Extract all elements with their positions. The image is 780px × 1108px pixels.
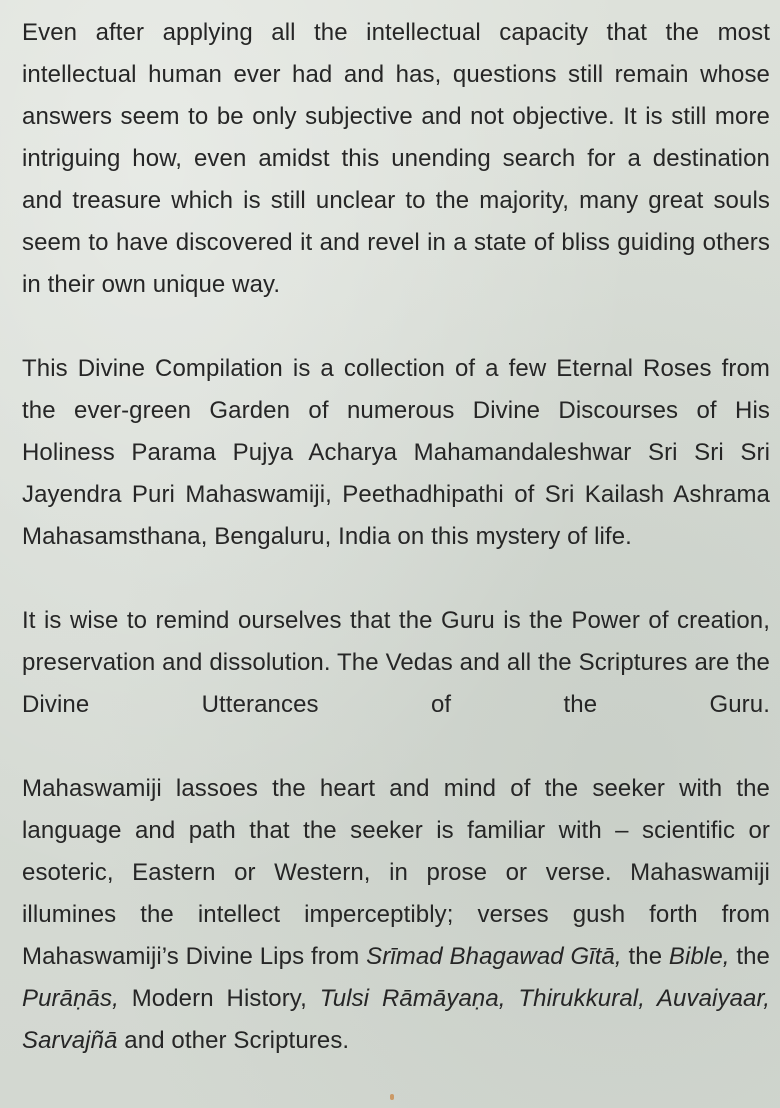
paragraph-text: It is wise to remind ourselves that the Guru is the Power of creation, preservation and dissolution. The Vedas and all the Scriptures are the Divine Utterances of the Guru.: [22, 607, 770, 718]
document-page: [22, 12, 770, 1062]
paragraph-compilation: [22, 348, 770, 558]
paragraph-mahaswamiji: [22, 768, 770, 1062]
paragraph-text: and other Scriptures.: [117, 1027, 350, 1054]
paragraph-text: the: [621, 943, 669, 970]
paragraph-text: Even after applying all the intellectual capacity that the most intellectual human ever had and has, questions still remain whose answers seem to be only subjective and not objective. It is still more intriguing how, even amidst this unending search for a destination and treasure which is still unclear to the majority, many great souls seem to have discovered it and revel in a state of bliss guiding others in their own unique way.: [22, 19, 770, 298]
scripture-title-bible: Bible,: [668, 943, 730, 970]
paragraph-text: Modern History,: [118, 985, 320, 1012]
paragraph-guru: [22, 600, 770, 726]
paragraph-text: Mahaswamiji lassoes the heart and mind of the seeker with the language and path that the seeker is familiar with – scientific or esoteric, Eastern or Western, in prose or verse. Mahaswamiji illumines the intellect imperceptibly; verses gush forth from Mahaswamiji’s Divine Lips from: [22, 775, 770, 970]
scripture-title-list: Tulsi Rāmāyaṇa, Thirukkural, Auvaiyaar, Sarvajñā: [22, 985, 770, 1054]
scripture-title-puranas: Purāṇās,: [22, 985, 119, 1012]
paper-speck: [390, 1094, 394, 1100]
paragraph-intro: [22, 12, 770, 306]
paragraph-text: This Divine Compilation is a collection of a few Eternal Roses from the ever-green Garden of numerous Divine Discourses of His Holiness Parama Pujya Acharya Mahamandaleshwar Sri Sri Sri Jayendra Puri Mahaswamiji, Peethadhipathi of Sri Kailash Ashrama Mahasamsthana, Bengaluru, India on this mystery of life.: [22, 355, 770, 550]
paragraph-text: the: [729, 943, 770, 970]
scripture-title-gita: Srīmad Bhagawad Gītā,: [366, 943, 622, 970]
